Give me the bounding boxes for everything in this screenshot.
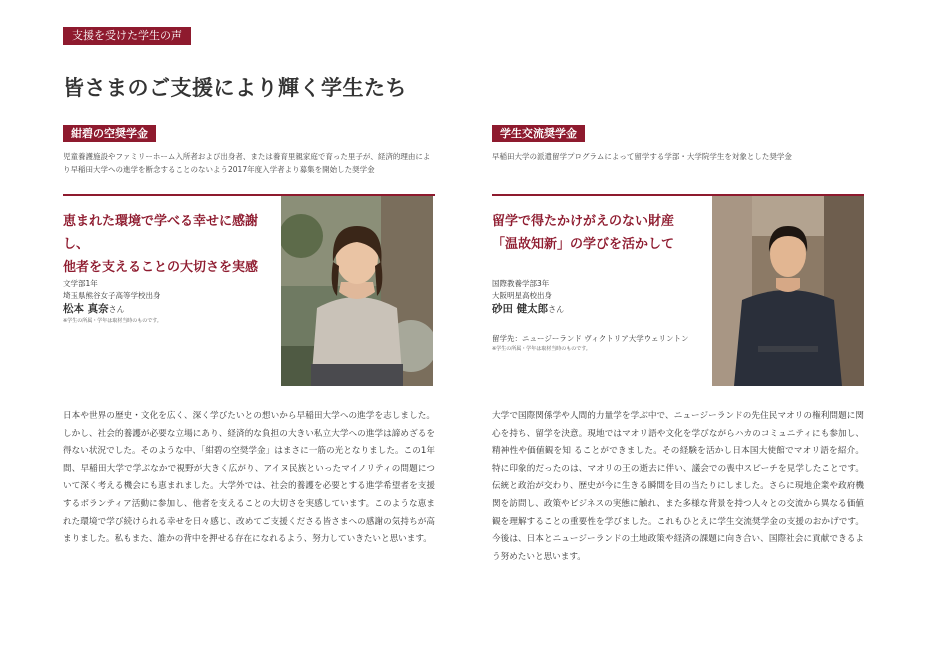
student-testimonial: 大学で国際関係学や人間的力量学を学ぶ中で、ニュージーランドの先住民マオリの権利問題に関心を持ち、留学を決意。現地ではマオリ語や文化を学びながらハカのコミュニティにも参加し、精神性や価値観を知 ることができました。その経験を活かし日本国大使館でマオリ語を紹介。特に印象的だったのは、マオリの王の逝去に伴い、議会での喪中スピーチを見学したことです。伝統と政治が交わり、歴史が今に生きる瞬間を目の当たりにしました。さらに現地企業や政府機関を訪問し、政策やビジネスの実態に触れ、また多様な背景を持つ人々との交流から異なる価値観を理解することの重要性を学びました。これもひとえに学生交流奨学金の支援のおかげです。今後は、日本とニュージーランドの土地政策や経済の課題に向き合い、国際社会に貢献できるよう努めたいと思います。 bbox=[492, 411, 864, 562]
headline-line-2: 他者を支えることの大切さを実感 bbox=[63, 260, 259, 275]
student-faculty: 文学部1年 bbox=[63, 279, 98, 288]
student-name: 砂田 健太郎さん bbox=[492, 303, 565, 315]
student-headline bbox=[63, 210, 273, 279]
student-faculty: 国際教養学部3年 bbox=[492, 279, 550, 288]
student-school: 大阪明星高校出身 bbox=[492, 291, 552, 300]
student-profile bbox=[492, 196, 864, 392]
scholarship-description: 児童養護施設やファミリーホーム入所者および出身者、または養育里親家庭で育った里子が、経済的理由により早稲田大学への進学を断念することのないよう2017年度入学者より募集を開始した奨学金 bbox=[63, 152, 431, 174]
scholarship-column-konpeki bbox=[63, 122, 435, 392]
student-meta bbox=[63, 278, 283, 325]
student-headline bbox=[492, 210, 702, 256]
headline-line-1: 留学で得たかけがえのない財産 bbox=[492, 214, 675, 229]
student-photo bbox=[281, 196, 433, 386]
headline-line-1: 恵まれた環境で学べる幸せに感謝し、 bbox=[63, 214, 259, 252]
student-meta bbox=[492, 278, 712, 353]
student-photo bbox=[712, 196, 864, 386]
scholarship-badge: 学生交流奨学金 bbox=[492, 125, 585, 142]
scholarship-column-exchange bbox=[492, 122, 864, 392]
student-name: 松本 真奈さん bbox=[63, 303, 125, 315]
section-tag: 支援を受けた学生の声 bbox=[63, 27, 191, 45]
student-profile bbox=[63, 196, 435, 392]
student-school: 埼玉県熊谷女子高等学校出身 bbox=[63, 291, 161, 300]
study-abroad-destination: 留学先：ニュージーランド ヴィクトリア大学ウェリントン bbox=[492, 334, 689, 343]
page-title: 皆さまのご支援により輝く学生たち bbox=[63, 76, 407, 100]
affiliation-note: ※学生の所属・学年は取材当時のものです。 bbox=[63, 318, 162, 324]
student-testimonial: 日本や世界の歴史・文化を広く、深く学びたいとの想いから早稲田大学への進学を志しました。しかし、社会的養護が必要な立場にあり、経済的な負担の大きい私立大学への進学は諦めざるを得ない状況でした。そのような中、「紺碧の空奨学金」はまさに一筋の光となりました。この1年間、早稲田大学で学ぶなかで視野が大きく広がり、アイヌ民族といったマイノリティの問題について深く考える機会にも恵まれました。大学外では、社会的養護を必要とする進学希望者を支援するボランティア活動に参加し、他者を支えることの大切さを実感しています。このような恵まれた環境で学び続けられる幸せを日々感じ、改めてご支援くださる皆さまへの感謝の気持ちが高まりました。私もまた、誰かの背中を押せる存在になれるよう、努力していきたいと思います。 bbox=[63, 411, 435, 545]
scholarship-badge: 紺碧の空奨学金 bbox=[63, 125, 156, 142]
affiliation-note: ※学生の所属・学年は取材当時のものです。 bbox=[492, 346, 591, 352]
headline-line-2: 「温故知新」の学びを活かして bbox=[492, 237, 675, 252]
scholarship-description: 早稲田大学の派遣留学プログラムによって留学する学部・大学院学生を対象とした奨学金 bbox=[492, 152, 792, 161]
